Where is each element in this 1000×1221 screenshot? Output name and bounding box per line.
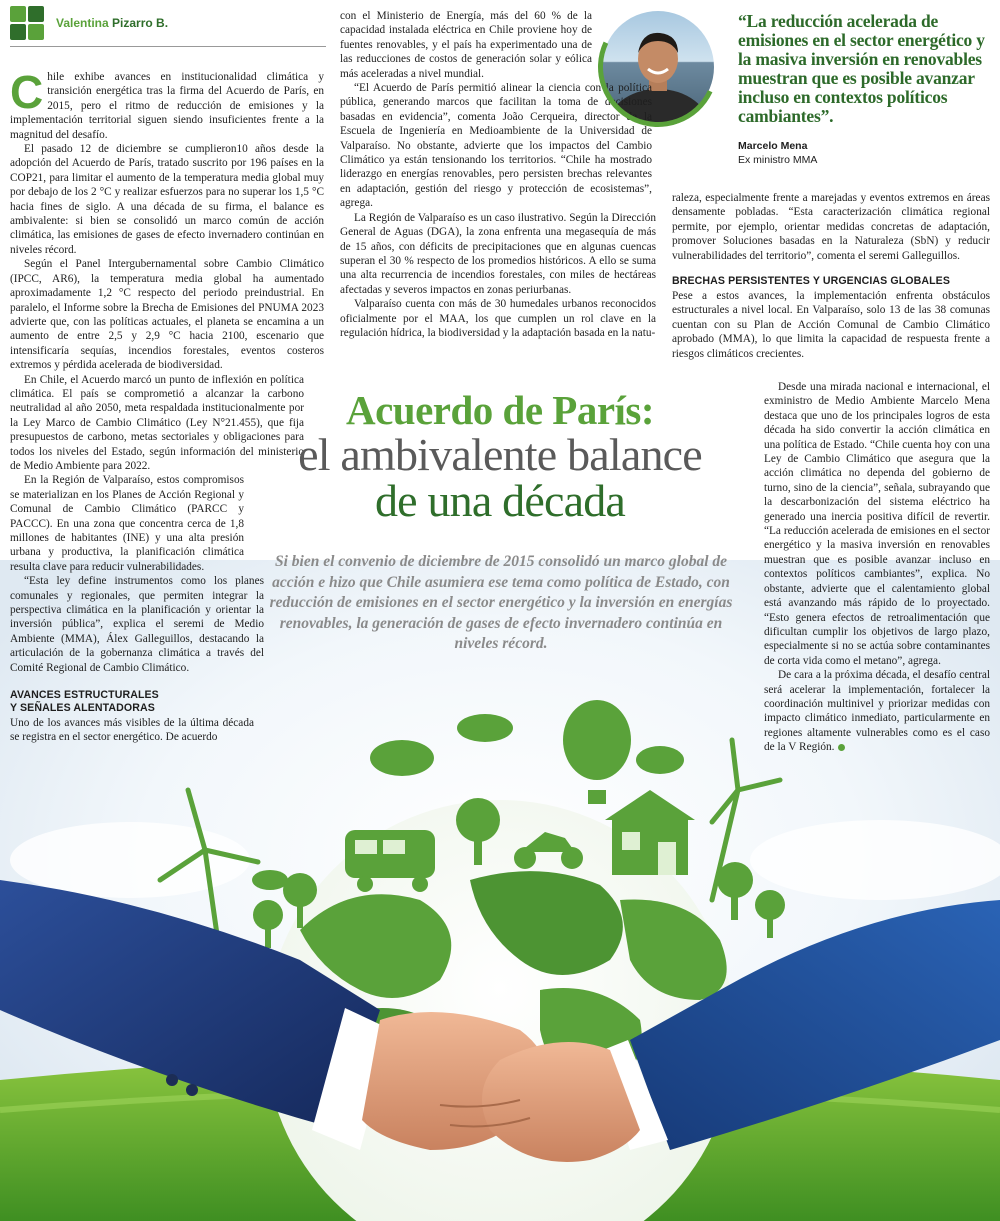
pull-quote-text: “La reducción acelerada de emisiones en el sector energético y la masiva inversión en renovables muestran que es posible avanzar incluso en contextos políticos cambiantes”.	[738, 11, 985, 126]
paragraph: raleza, especialmente frente a marejadas y eventos extremos en áreas densamente pobladas. “Esta caracterización climática regional permite, por ejemplo, orientar medidas concretas de adaptación, promover Soluciones basadas en la Naturaleza (SbN) y reducir vulnerabilidades del territorio”, comenta el seremi Galleguillos.	[672, 192, 990, 262]
author-last-name: Pizarro B.	[112, 16, 169, 30]
paragraph: Uno de los avances más visibles de la última década se registra en el sector energético. De acuerdo	[10, 717, 254, 744]
paragraph: En la Región de Valparaíso, estos compromisos se materializan en los Planes de Acción Regional y Comunal de Cambio Climático (PARCC y PACCC). En una zona que concentra cerca de 1,8 millones de habitantes (INE) y una alta presión urbana y productiva, la planificación climática resulta clave para reducir vulnerabilidades.	[10, 474, 244, 573]
paragraph: Chile exhibe avances en institucionalidad climática y transición energética tras la firma del Acuerdo de París, en 2015, pero el ritmo de reducción de emisiones y la implementación territorial siguen siendo insuficientes frente a la magnitud del desafío.	[10, 66, 324, 141]
paragraph: Valparaíso cuenta con más de 30 humedales urbanos reconocidos oficialmente por el MAA, los que cumplen un rol clave en la regulación hídrica, la biodiversidad y la adaptación basada en la natu-	[340, 298, 656, 339]
paragraph: Según el Panel Intergubernamental sobre Cambio Climático (IPCC, AR6), la temperatura media global ha aumentado aproximadamente 1,2 °C respecto del periodo preindustrial. En paralelo, el Informe sobre la Brecha de Emisiones del PNUMA 2023 advierte que, con las políticas actuales, el planeta se encamina a un aumento de entre 2,5 y 2,9 °C hacia 2100, escenario que intensificaría sequías, incendios forestales, eventos costeros extremos y pérdida acelerada de biodiversidad.	[10, 258, 324, 372]
paragraph: La Región de Valparaíso es un caso ilustrativo. Según la Dirección General de Aguas (DGA), la zona enfrenta una megasequía de más de 15 años, con déficits de precipitaciones que en algunas cuencas superan el 30 % respecto de los promedios históricos. A ello se suma una alta recurrencia de incendios forestales, con miles de hectáreas afectadas y severos impactos en zonas periurbanas.	[340, 211, 656, 296]
paragraph: Desde una mirada nacional e internacional, el exministro de Medio Ambiente Marcelo Mena destaca que uno de los principales logros de esta década ha sido convertir la acción climática en una política de Estado. “Chile cuenta hoy con una Ley de Cambio Climático que asegura que la acción climática no dependa del gobierno de turno, sino de la ciencia”, señala, subrayando que la descarbonización del sistema eléctrico ha generado una inercia positiva difícil de revertir. “La reducción acelerada de emisiones en el sector energético y la masiva inversión en renovables muestran que es posible avanzar incluso en contextos políticos cambiantes”, explica. No obstante, advierte que el calentamiento global está avanzando más rápido de lo proyectado. “Esto genera efectos de retroalimentación que dificultan cumplir los objetivos de largo plazo, especialmente si no se actúa sobre contaminantes de corta vida como el metano”, agrega.	[764, 381, 990, 667]
column-4	[764, 380, 990, 755]
subheading: BRECHAS PERSISTENTES Y URGENCIAS GLOBALES	[672, 275, 951, 288]
drop-cap: C	[10, 66, 44, 118]
author-first-name: Valentina	[56, 16, 109, 30]
headline-line-1: Acuerdo de París:	[345, 387, 655, 433]
end-mark-icon	[838, 744, 845, 751]
pull-quote-role: Ex ministro MMA	[738, 154, 818, 166]
paragraph: Pese a estos avances, la implementación enfrenta obstáculos estructurales a nivel local. En Valparaíso, solo 13 de las 38 comunas cuentan con su Plan de Acción Comunal de Cambio Climático aprobado (MMA), lo que limita la capacidad de respuesta frente a riesgos climáticos crecientes.	[672, 290, 990, 360]
headline-line-3: de una década	[374, 475, 626, 526]
column-3	[672, 191, 990, 361]
paragraph: con el Ministerio de Energía, más del 60 % de la capacidad instalada eléctrica en Chile proviene hoy de fuentes renovables, y el país ha experimentado una de las reducciones de costos de generación solar y eólica más aceleradas a nivel mundial.	[340, 10, 592, 80]
paragraph: “Esta ley define instrumentos como los planes comunales y regionales, que permiten integrar la perspectiva climática en la planificación y orientar la inversión pública”, explica el seremi de Medio Ambiente (MMA), Álex Galleguillos, destacando la articulación de la gobernanza climática a través del Comité Regional de Cambio Climático.	[10, 575, 264, 674]
pull-quote	[738, 12, 990, 166]
subheading: AVANCES ESTRUCTURALES Y SEÑALES ALENTADORAS	[10, 689, 159, 715]
newspaper-logo-icon	[10, 6, 48, 40]
headline-line-2: el ambivalente balance	[298, 429, 702, 480]
pull-quote-author: Marcelo Mena	[738, 140, 808, 152]
byline	[10, 6, 326, 42]
lead-paragraph: Si bien el convenio de diciembre de 2015 consolidó un marco global de acción e hizo que Chile asumiera ese tema como política de Estado, con reducción de emisiones en el sector energético y la inversión en energías renovables, la generación de gases de efecto invernadero continúa en niveles récord.	[269, 553, 733, 652]
author-name	[56, 16, 168, 30]
headline	[240, 388, 760, 524]
paragraph: “El Acuerdo de París permitió alinear la ciencia con la política pública, generando marcos que facilitan la toma de decisiones basadas en evidencia”, comenta João Cerqueira, director de la Escuela de Ingeniería en Medioambiente de la Universidad de Valparaíso. No obstante, advierte que los impactos del Cambio Climático ya están tensionando los territorios. “Chile ha mostrado liderazgo en energías renovables, pero persisten brechas relevantes en adaptación, gestión del riesgo y protección de ecosistemas”, agrega.	[340, 82, 652, 210]
paragraph: En Chile, el Acuerdo marcó un punto de inflexión en política climática. El país se comprometió a alcanzar la carbono neutralidad al año 2050, meta respaldada institucionalmente por la Ley Marco de Cambio Climático (Ley N°21.455), que fija presupuestos de carbono, metas sectoriales y obligaciones para todos los niveles del Estado, según información del ministerio de Medio Ambiente para 2022.	[10, 373, 304, 472]
paragraph: El pasado 12 de diciembre se cumplieron10 años desde la adopción del Acuerdo de París, tratado suscrito por 196 países en la COP21, para limitar el aumento de la temperatura media global muy por debajo de los 2 °C y realizar esfuerzos para no superar los 1,5 °C hacia fines de siglo. A una década de su firma, el balance es ambivalente: si bien se consolidó un marco común de acción climática, las emisiones de gases de efecto invernadero continúan en niveles récord.	[10, 143, 324, 256]
paragraph: De cara a la próxima década, el desafío central será acelerar la implementación, fortalecer la coordinación multinivel y priorizar medidas con impacto climático inmediato, particularmente en regiones altamente vulnerables como es el caso de la V Región.	[764, 669, 990, 754]
byline-divider	[10, 46, 326, 47]
